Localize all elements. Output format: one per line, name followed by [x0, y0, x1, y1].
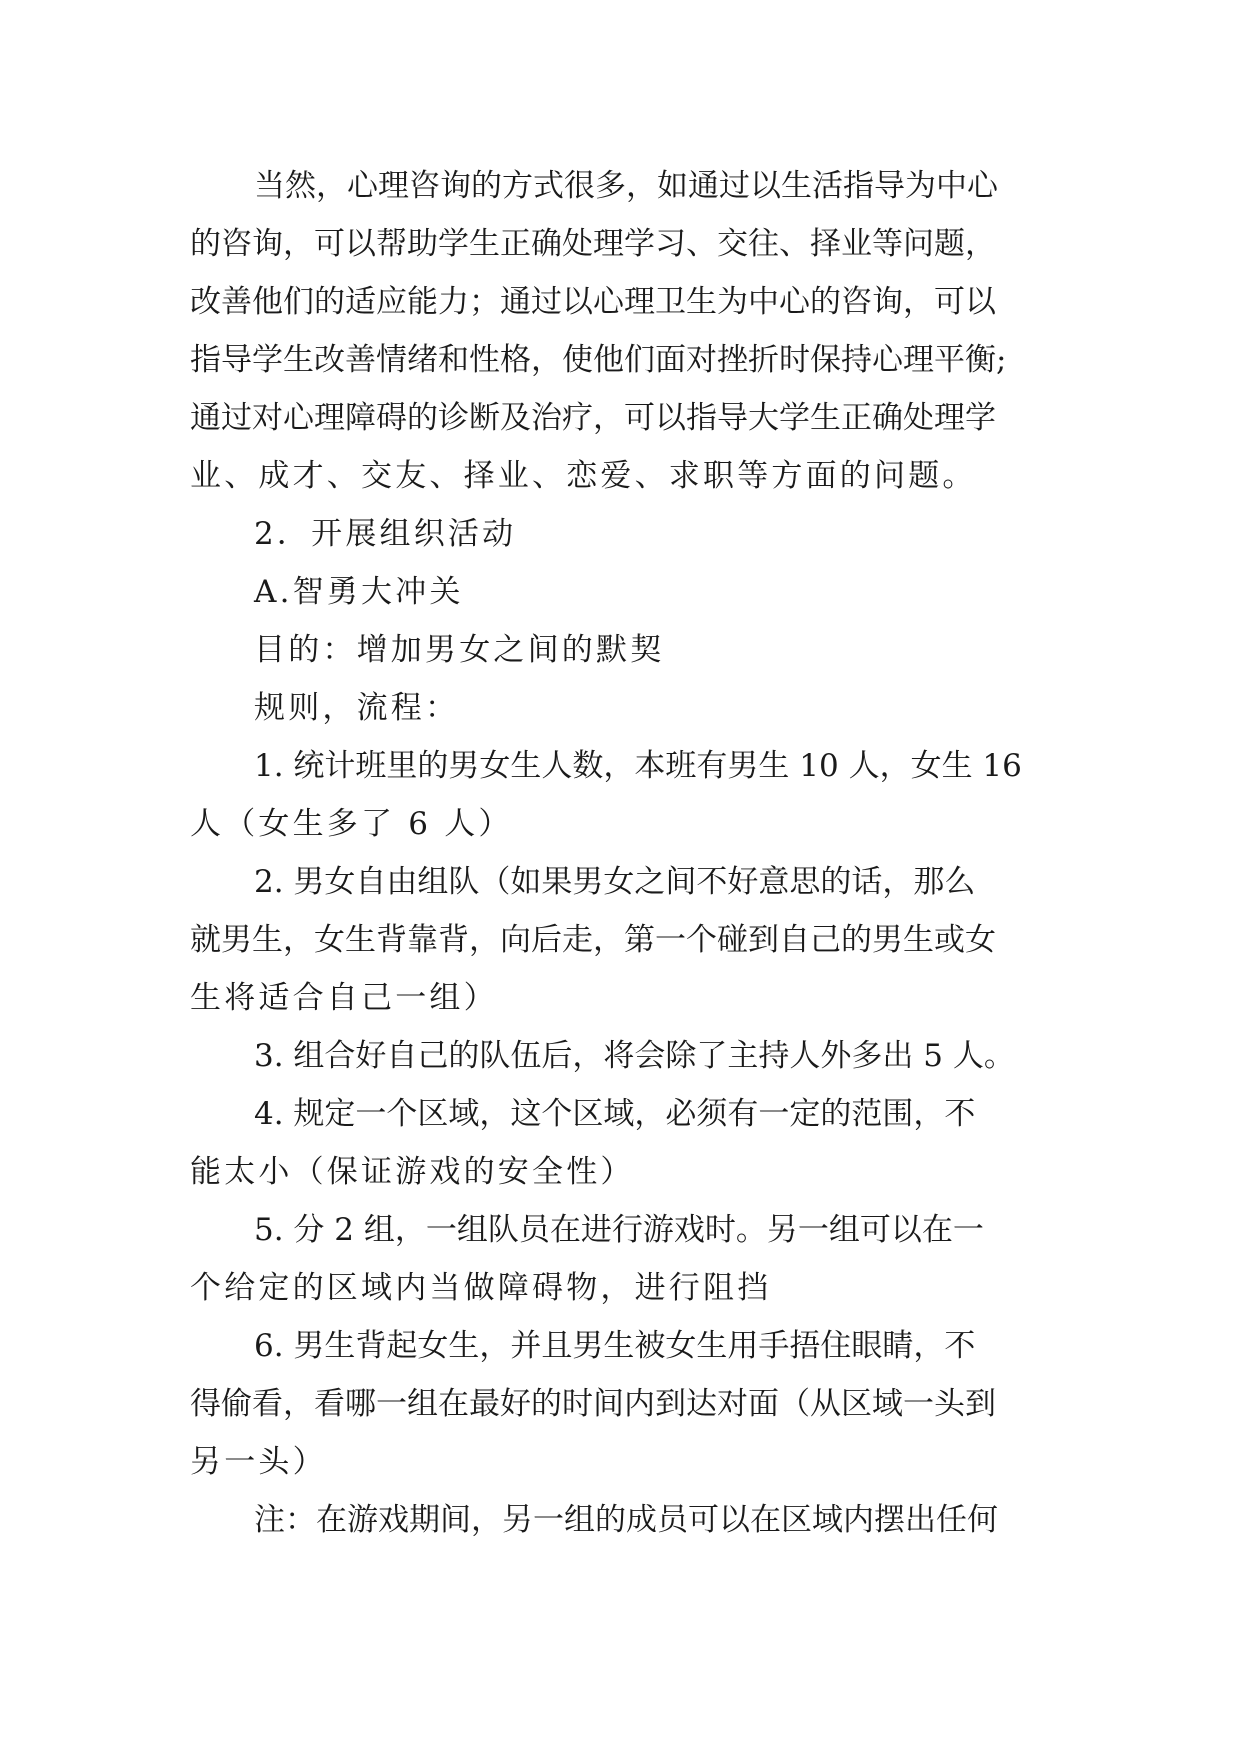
text-line: 6. 男生背起女生，并且男生被女生用手捂住眼睛，不 — [254, 1328, 976, 1364]
activity-title — [190, 563, 1050, 621]
paragraph-counseling — [190, 157, 1050, 505]
text-line: 个给定的区域内当做障碍物，进行阻挡 — [190, 1270, 772, 1306]
text-line: 指导学生改善情绪和性格，使他们面对挫折时保持心理平衡; — [190, 342, 1007, 378]
text-line: 生将适合自己一组） — [190, 980, 498, 1016]
rule-item-1 — [190, 737, 1050, 853]
document-page — [190, 157, 1050, 1549]
text-line: 目的：增加男女之间的默契 — [254, 632, 665, 668]
text-line: 改善他们的适应能力；通过以心理卫生为中心的咨询，可以 — [190, 284, 996, 320]
text-line: 人（女生多了 6 人） — [190, 806, 513, 842]
text-line: 注：在游戏期间，另一组的成员可以在区域内摆出任何 — [254, 1502, 998, 1538]
text-line: 得偷看，看哪一组在最好的时间内到达对面（从区域一头到 — [190, 1386, 996, 1422]
rule-item-4 — [190, 1085, 1050, 1201]
text-line: 4. 规定一个区域，这个区域，必须有一定的范围，不 — [254, 1096, 976, 1132]
text-line: 通过对心理障碍的诊断及治疗，可以指导大学生正确处理学 — [190, 400, 996, 436]
text-line: 业、成才、交友、择业、恋爱、求职等方面的问题。 — [190, 458, 977, 494]
text-line: 就男生，女生背靠背，向后走，第一个碰到自己的男生或女 — [190, 922, 996, 958]
rule-item-6 — [190, 1317, 1050, 1491]
text-line: 5. 分 2 组，一组队员在进行游戏时。另一组可以在一 — [254, 1212, 984, 1248]
text-line: 另一头） — [190, 1444, 327, 1480]
rule-item-3 — [190, 1027, 1050, 1085]
text-line: 当然，心理咨询的方式很多，如通过以生活指导为中心 — [254, 168, 998, 204]
text-line: 2．开展组织活动 — [254, 516, 517, 552]
text-line: 1. 统计班里的男女生人数，本班有男生 10 人，女生 16 — [254, 748, 1022, 784]
rule-item-5 — [190, 1201, 1050, 1317]
activity-purpose — [190, 621, 1050, 679]
section-heading-activity — [190, 505, 1050, 563]
text-line: 3. 组合好自己的队伍后，将会除了主持人外多出 5 人。 — [254, 1038, 1015, 1074]
note-paragraph — [190, 1491, 1050, 1549]
text-line: 的咨询，可以帮助学生正确处理学习、交往、择业等问题， — [190, 226, 996, 262]
text-line: 2. 男女自由组队（如果男女之间不好意思的话，那么 — [254, 864, 976, 900]
rules-heading — [190, 679, 1050, 737]
rule-item-2 — [190, 853, 1050, 1027]
text-line: 规则，流程： — [254, 690, 460, 726]
text-line: 能太小（保证游戏的安全性） — [190, 1154, 635, 1190]
text-line: A.智勇大冲关 — [254, 574, 464, 610]
